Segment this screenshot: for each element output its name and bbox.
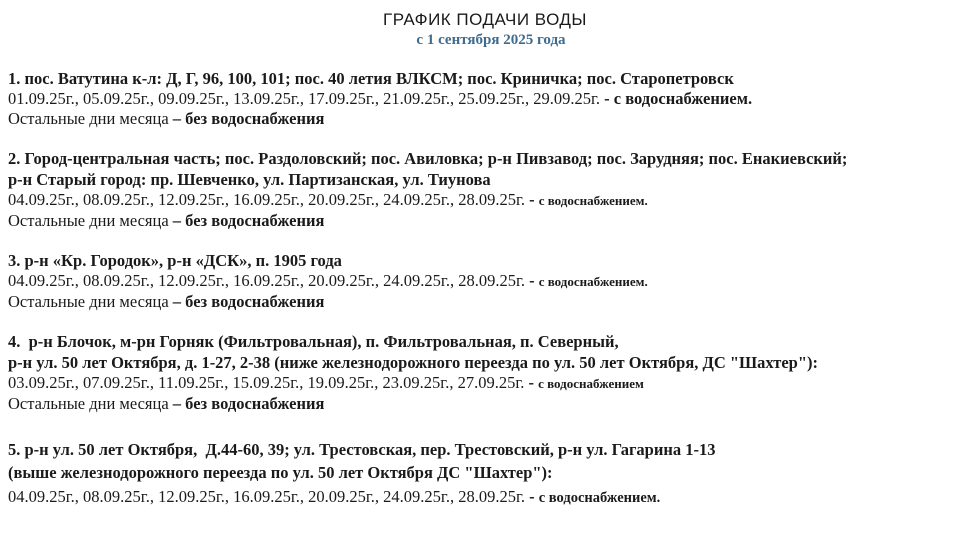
schedule-section-4 xyxy=(8,331,956,414)
schedule-section-5 xyxy=(8,439,956,508)
section-4-areas-line-1: 4. р-н Блочок, м-рн Горняк (Фильтровальная), п. Фильтровальная, п. Северный, xyxy=(8,332,619,351)
section-1-dates: 01.09.25г., 05.09.25г., 09.09.25г., 13.09.25г., 17.09.25г., 21.09.25г., 25.09.25г., 29.09.25г. xyxy=(8,89,601,108)
section-5-dates: 04.09.25г., 08.09.25г., 12.09.25г., 16.09.25г., 20.09.25г., 24.09.25г., 28.09.25г. xyxy=(8,487,525,506)
section-3-status: с водоснабжением. xyxy=(538,274,648,289)
section-4-rest-prefix: Остальные дни месяца xyxy=(8,394,173,413)
section-1-dash: - xyxy=(600,89,614,108)
section-1-status: с водоснабжением. xyxy=(613,89,753,108)
section-3-dates-line xyxy=(8,271,956,292)
section-1-rest-line xyxy=(8,109,956,129)
section-4-areas-line-2: р-н ул. 50 лет Октября, д. 1-27, 2-38 (ниже железнодорожного переезда по ул. 50 лет Октября, ДС "Шахтер"): xyxy=(8,353,819,372)
section-5-dates-line xyxy=(8,487,956,508)
section-1-rest-value: – без водоснабжения xyxy=(172,109,325,128)
section-5-areas-line-2: (выше железнодорожного переезда по ул. 50 лет Октября ДС "Шахтер"): xyxy=(8,463,553,482)
section-4-dash: - xyxy=(524,373,539,392)
section-5-status: с водоснабжением. xyxy=(538,490,661,506)
schedule-section-1 xyxy=(8,68,956,129)
section-3-areas: 3. р-н «Кр. Городок», р-н «ДСК», п. 1905 года xyxy=(8,251,342,270)
section-4-rest-value: – без водоснабжения xyxy=(172,394,325,413)
section-4-dates: 03.09.25г., 07.09.25г., 11.09.25г., 15.09.25г., 19.09.25г., 23.09.25г., 27.09.25г. xyxy=(8,373,525,392)
section-1-dates-line xyxy=(8,89,956,109)
section-3-dash: - xyxy=(524,271,539,290)
schedule-section-3 xyxy=(8,250,956,312)
page-subtitle: с 1 сентября 2025 года xyxy=(416,32,566,48)
page-title: ГРАФИК ПОДАЧИ ВОДЫ xyxy=(382,10,587,29)
section-4-status: с водоснабжением xyxy=(538,376,644,391)
section-2-areas-line-1: 2. Город-центральная часть; пос. Раздоловский; пос. Авиловка; р-н Пивзавод; пос. Зарудняя; пос. Енакиевский; xyxy=(8,149,848,168)
section-3-rest-value: – без водоснабжения xyxy=(172,292,325,311)
water-schedule-document xyxy=(8,10,956,508)
section-1-rest-prefix: Остальные дни месяца xyxy=(8,109,173,128)
section-3-rest-line xyxy=(8,292,956,312)
section-2-status: с водоснабжением. xyxy=(538,193,648,208)
section-2-dates-line xyxy=(8,190,956,211)
section-4-dates-line xyxy=(8,373,956,394)
section-3-rest-prefix: Остальные дни месяца xyxy=(8,292,173,311)
section-3-dates: 04.09.25г., 08.09.25г., 12.09.25г., 16.09.25г., 20.09.25г., 24.09.25г., 28.09.25г. xyxy=(8,271,525,290)
section-2-rest-line xyxy=(8,211,956,231)
section-1-areas: 1. пос. Ватутина к-л: Д, Г, 96, 100, 101; пос. 40 летия ВЛКСМ; пос. Криничка; пос. Старопетровск xyxy=(8,69,734,88)
section-2-dates: 04.09.25г., 08.09.25г., 12.09.25г., 16.09.25г., 20.09.25г., 24.09.25г., 28.09.25г. xyxy=(8,190,525,209)
schedule-section-2 xyxy=(8,148,956,231)
section-2-rest-prefix: Остальные дни месяца xyxy=(8,211,173,230)
section-4-rest-line xyxy=(8,394,956,414)
section-5-areas-line-1: 5. р-н ул. 50 лет Октября, Д.44-60, 39; ул. Трестовская, пер. Трестовский, р-н ул. Гагарина 1-13 xyxy=(8,440,716,459)
section-2-rest-value: – без водоснабжения xyxy=(172,211,325,230)
section-2-dash: - xyxy=(524,190,539,209)
section-5-dash: - xyxy=(524,487,539,506)
section-2-areas-line-2: р-н Старый город: пр. Шевченко, ул. Партизанская, ул. Тиунова xyxy=(8,170,491,189)
